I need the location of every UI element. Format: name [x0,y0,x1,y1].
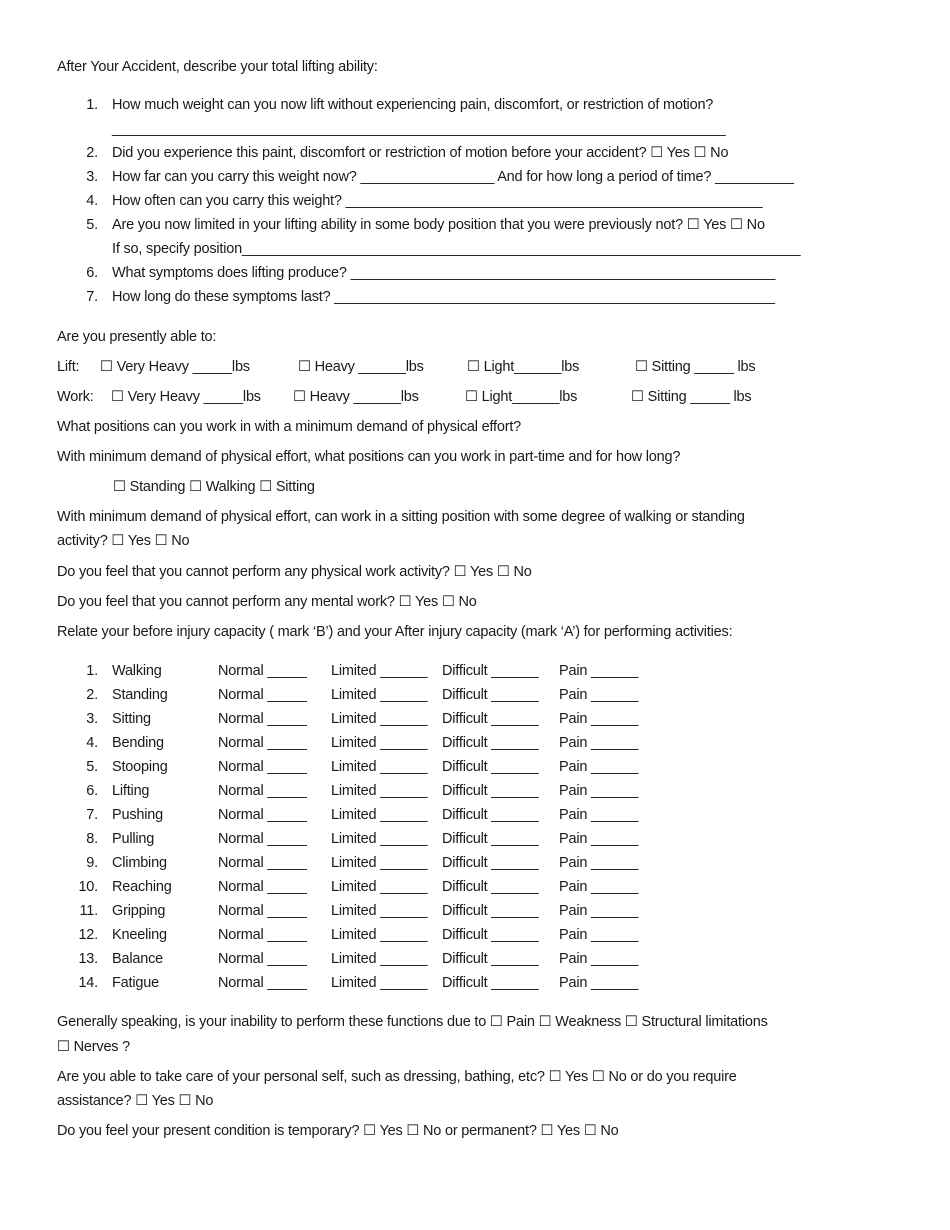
question-number: 4. [86,193,98,209]
activity-rating-limited[interactable]: Limited ______ [331,927,428,943]
activity-rating-normal[interactable]: Normal _____ [218,951,307,967]
activity-rating-difficult[interactable]: Difficult ______ [442,783,539,799]
activity-rating-limited[interactable]: Limited ______ [331,735,428,751]
question-5[interactable]: Are you now limited in your lifting ability in some body position that you were previously not? ☐ Yes ☐ No [112,217,765,233]
activity-rating-limited[interactable]: Limited ______ [331,975,428,991]
work-heavy[interactable]: ☐ Heavy ______lbs [293,389,419,405]
activity-number: 9. [86,855,98,871]
activity-number: 7. [86,807,98,823]
activity-number: 1. [86,663,98,679]
activity-rating-limited[interactable]: Limited ______ [331,687,428,703]
relate-capacity-question: Relate your before injury capacity ( mark ‘B’) and your After injury capacity (mark ‘A’) for performing activities: [57,624,733,640]
lift-label: Lift: [57,359,80,375]
activity-rating-normal[interactable]: Normal _____ [218,735,307,751]
section-heading: After Your Accident, describe your total lifting ability: [57,59,378,75]
activity-name: Pushing [112,807,163,823]
activity-rating-limited[interactable]: Limited ______ [331,903,428,919]
activity-rating-normal[interactable]: Normal _____ [218,687,307,703]
activity-rating-difficult[interactable]: Difficult ______ [442,879,539,895]
activity-name: Balance [112,951,163,967]
question-4[interactable]: How often can you carry this weight? _____________________________________________________ [112,193,763,209]
activity-rating-normal[interactable]: Normal _____ [218,759,307,775]
activity-rating-difficult[interactable]: Difficult ______ [442,975,539,991]
activity-rating-pain[interactable]: Pain ______ [559,903,639,919]
activity-number: 12. [78,927,98,943]
activity-name: Climbing [112,855,167,871]
work-sitting[interactable]: ☐ Sitting _____ lbs [631,389,752,405]
activity-name: Pulling [112,831,155,847]
physical-work-question[interactable]: Do you feel that you cannot perform any physical work activity? ☐ Yes ☐ No [57,564,532,580]
question-7[interactable]: How long do these symptoms last? ________________________________________________________ [112,289,775,305]
question-3[interactable]: How far can you carry this weight now? _________________ And for how long a period of time? __________ [112,169,794,185]
activity-rating-pain[interactable]: Pain ______ [559,663,639,679]
activity-rating-pain[interactable]: Pain ______ [559,855,639,871]
activity-rating-pain[interactable]: Pain ______ [559,735,639,751]
activity-number: 13. [78,951,98,967]
activity-rating-limited[interactable]: Limited ______ [331,759,428,775]
activity-rating-difficult[interactable]: Difficult ______ [442,903,539,919]
activity-rating-pain[interactable]: Pain ______ [559,687,639,703]
activity-rating-pain[interactable]: Pain ______ [559,879,639,895]
parttime-question: With minimum demand of physical effort, what positions can you work in part-time and for how long? [57,449,681,465]
activity-rating-normal[interactable]: Normal _____ [218,879,307,895]
activity-rating-pain[interactable]: Pain ______ [559,975,639,991]
parttime-options[interactable]: ☐ Standing ☐ Walking ☐ Sitting [113,479,315,495]
activity-rating-difficult[interactable]: Difficult ______ [442,759,539,775]
activity-rating-difficult[interactable]: Difficult ______ [442,663,539,679]
activity-number: 6. [86,783,98,799]
activity-rating-limited[interactable]: Limited ______ [331,855,428,871]
lift-light[interactable]: ☐ Light______lbs [467,359,580,375]
activity-name: Lifting [112,783,150,799]
activity-rating-normal[interactable]: Normal _____ [218,855,307,871]
question-number: 3. [86,169,98,185]
activity-rating-difficult[interactable]: Difficult ______ [442,831,539,847]
work-very-heavy[interactable]: ☐ Very Heavy _____lbs [111,389,261,405]
activity-name: Walking [112,663,162,679]
activity-rating-pain[interactable]: Pain ______ [559,951,639,967]
activity-rating-pain[interactable]: Pain ______ [559,831,639,847]
activity-rating-difficult[interactable]: Difficult ______ [442,951,539,967]
question-number: 1. [86,97,98,113]
activity-rating-difficult[interactable]: Difficult ______ [442,855,539,871]
activity-name: Fatigue [112,975,159,991]
work-label: Work: [57,389,94,405]
assistance-question[interactable]: assistance? ☐ Yes ☐ No [57,1093,214,1109]
question-1-answer-line[interactable]: ______________________________________________________________________________ [112,121,726,137]
activity-rating-limited[interactable]: Limited ______ [331,711,428,727]
activity-rating-normal[interactable]: Normal _____ [218,903,307,919]
activity-rating-limited[interactable]: Limited ______ [331,807,428,823]
sitting-question-options[interactable]: activity? ☐ Yes ☐ No [57,533,190,549]
activity-rating-normal[interactable]: Normal _____ [218,927,307,943]
question-number: 2. [86,145,98,161]
lift-heavy[interactable]: ☐ Heavy ______lbs [298,359,424,375]
activity-rating-pain[interactable]: Pain ______ [559,783,639,799]
question-1: How much weight can you now lift without experiencing pain, discomfort, or restriction of motion? [112,97,714,113]
lift-very-heavy[interactable]: ☐ Very Heavy _____lbs [100,359,250,375]
able-heading: Are you presently able to: [57,329,217,345]
activity-name: Kneeling [112,927,167,943]
activity-rating-difficult[interactable]: Difficult ______ [442,927,539,943]
activity-name: Reaching [112,879,172,895]
activity-rating-limited[interactable]: Limited ______ [331,951,428,967]
positions-question: What positions can you work in with a minimum demand of physical effort? [57,419,522,435]
activity-rating-limited[interactable]: Limited ______ [331,831,428,847]
activity-rating-normal[interactable]: Normal _____ [218,807,307,823]
generally-question[interactable]: Generally speaking, is your inability to perform these functions due to ☐ Pain ☐ Weakness ☐ Structural limitations [57,1014,768,1030]
activity-rating-difficult[interactable]: Difficult ______ [442,735,539,751]
activity-number: 14. [78,975,98,991]
activity-number: 10. [78,879,98,895]
activity-rating-normal[interactable]: Normal _____ [218,831,307,847]
mental-work-question[interactable]: Do you feel that you cannot perform any mental work? ☐ Yes ☐ No [57,594,477,610]
activity-rating-normal[interactable]: Normal _____ [218,975,307,991]
activity-rating-difficult[interactable]: Difficult ______ [442,807,539,823]
activity-number: 2. [86,687,98,703]
question-number: 7. [86,289,98,305]
activity-rating-pain[interactable]: Pain ______ [559,927,639,943]
activity-name: Bending [112,735,164,751]
activity-rating-limited[interactable]: Limited ______ [331,783,428,799]
activity-name: Standing [112,687,168,703]
activity-name: Stooping [112,759,168,775]
activity-rating-normal[interactable]: Normal _____ [218,711,307,727]
activity-rating-pain[interactable]: Pain ______ [559,711,639,727]
activity-rating-normal[interactable]: Normal _____ [218,663,307,679]
activity-rating-difficult[interactable]: Difficult ______ [442,687,539,703]
lift-sitting[interactable]: ☐ Sitting _____ lbs [635,359,756,375]
work-light[interactable]: ☐ Light______lbs [465,389,578,405]
activity-number: 4. [86,735,98,751]
activity-number: 5. [86,759,98,775]
activity-name: Gripping [112,903,166,919]
question-number: 6. [86,265,98,281]
activity-rating-pain[interactable]: Pain ______ [559,759,639,775]
generally-question-nerves[interactable]: ☐ Nerves ? [57,1039,131,1055]
activity-rating-difficult[interactable]: Difficult ______ [442,711,539,727]
question-2[interactable]: Did you experience this paint, discomfort or restriction of motion before your accident? ☐ Yes ☐ No [112,145,729,161]
activity-name: Sitting [112,711,151,727]
sitting-question: With minimum demand of physical effort, can work in a sitting position with some degree of walking or standing [57,509,745,525]
self-care-question[interactable]: Are you able to take care of your personal self, such as dressing, bathing, etc? ☐ Yes ☐ No or do you require [57,1069,737,1085]
activity-number: 11. [79,903,98,919]
activity-number: 3. [86,711,98,727]
activity-number: 8. [86,831,98,847]
activity-rating-normal[interactable]: Normal _____ [218,783,307,799]
question-6[interactable]: What symptoms does lifting produce? ______________________________________________________ [112,265,776,281]
activity-rating-pain[interactable]: Pain ______ [559,807,639,823]
question-5-position[interactable]: If so, specify position_______________________________________________________________________ [112,241,801,257]
activity-rating-limited[interactable]: Limited ______ [331,663,428,679]
temporary-question[interactable]: Do you feel your present condition is temporary? ☐ Yes ☐ No or permanent? ☐ Yes ☐ No [57,1123,619,1139]
activity-rating-limited[interactable]: Limited ______ [331,879,428,895]
question-number: 5. [86,217,98,233]
